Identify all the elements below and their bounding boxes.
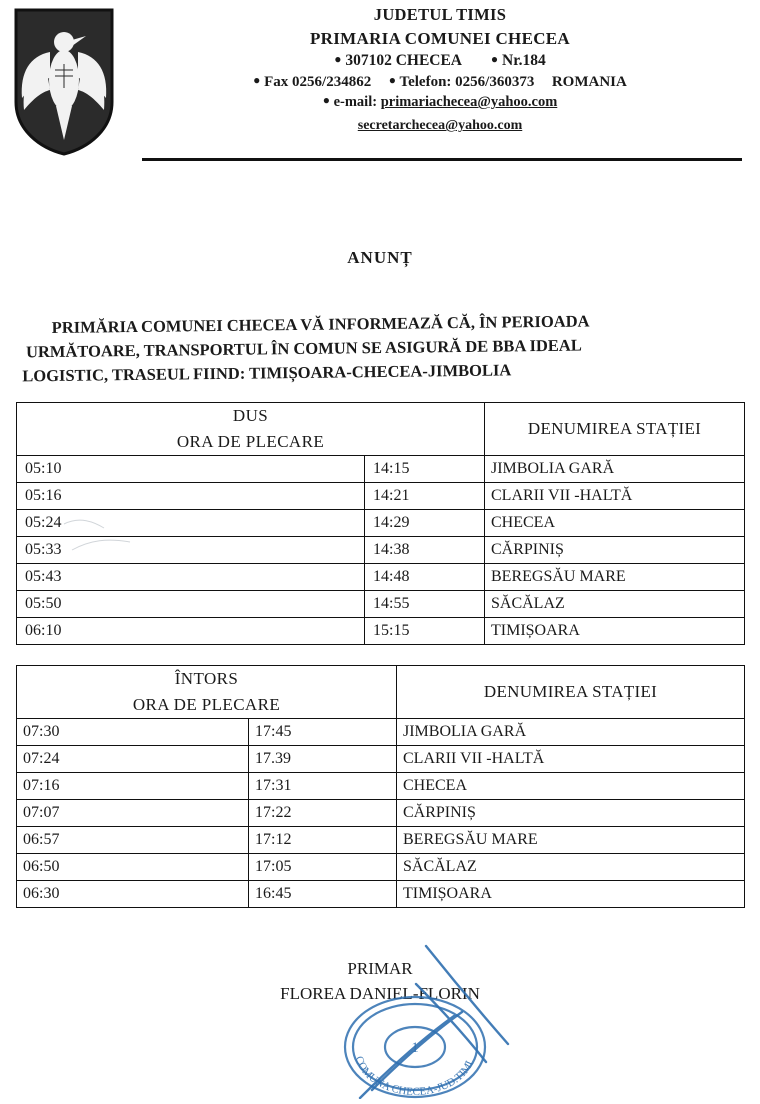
- street-number: Nr.184: [502, 52, 546, 70]
- time-early: 07:07: [17, 799, 249, 826]
- station-name: CHECEA: [397, 772, 745, 799]
- country-label: ROMANIA: [551, 73, 627, 90]
- station-name: BEREGSĂU MARE: [485, 563, 745, 590]
- table-row: [17, 745, 745, 772]
- town-hall-line: PRIMARIA COMUNEI CHECEA: [309, 28, 570, 48]
- station-name: SĂCĂLAZ: [397, 853, 745, 880]
- time-late: 16:45: [249, 880, 397, 907]
- signature-name: FLOREA DANIEL-FLORIN: [280, 984, 480, 1004]
- time-late: 14:48: [365, 563, 485, 590]
- phone-number: Telefon: 0256/360373: [399, 73, 535, 90]
- time-early: 07:24: [17, 745, 249, 772]
- time-early: 05:24: [17, 509, 365, 536]
- email-label: e-mail:: [333, 94, 378, 111]
- email-line: [140, 92, 740, 112]
- station-name: JIMBOLIA GARĂ: [397, 718, 745, 745]
- scan-smudge: [60, 512, 150, 562]
- intro-line-3: LOGISTIC, TRASEUL FIIND: TIMIȘOARA-CHECEA-JIMBOLIA: [22, 360, 512, 386]
- email-primaria[interactable]: primariachecea@yahoo.com: [380, 94, 558, 111]
- time-late: 17.39: [249, 745, 397, 772]
- intro-line-1: PRIMĂRIA COMUNEI CHECEA VĂ INFORMEAZĂ CĂ, ÎN PERIOADA: [51, 311, 590, 338]
- station-name: TIMIȘOARA: [397, 880, 745, 907]
- time-late: 17:45: [249, 718, 397, 745]
- station-header-dus: DENUMIREA STAȚIEI: [485, 402, 745, 455]
- time-late: 14:29: [365, 509, 485, 536]
- fax-number: Fax 0256/234862: [264, 73, 372, 90]
- table-row: [17, 455, 745, 482]
- email-secondary-line: [140, 116, 740, 135]
- table-row: [17, 617, 745, 644]
- table-row: [17, 880, 745, 907]
- station-header-intors: DENUMIREA STAȚIEI: [397, 665, 745, 718]
- station-name: JIMBOLIA GARĂ: [485, 455, 745, 482]
- table-row: [17, 826, 745, 853]
- direction-header-dus: DUS: [17, 402, 485, 429]
- time-early: 06:57: [17, 826, 249, 853]
- time-late: 17:05: [249, 853, 397, 880]
- departure-header-intors: ORA DE PLECARE: [17, 692, 397, 719]
- table-row: [17, 482, 745, 509]
- schedule-table-intors: [16, 665, 745, 908]
- table-header-row: [17, 402, 745, 429]
- svg-text:COMUNA CHECEA-JUD.TIMI: COMUNA CHECEA-JUD.TIMI: [352, 1054, 476, 1099]
- time-early: 05:50: [17, 590, 365, 617]
- time-early: 07:30: [17, 718, 249, 745]
- page-title: ANUNȚ: [347, 248, 413, 267]
- station-name: CLARII VII -HALTĂ: [397, 745, 745, 772]
- postal-code-town: 307102 CHECEA: [345, 52, 462, 70]
- time-late: 14:38: [365, 536, 485, 563]
- table-row: [17, 853, 745, 880]
- time-early: 05:10: [17, 455, 365, 482]
- station-name: BEREGSĂU MARE: [397, 826, 745, 853]
- time-late: 15:15: [365, 617, 485, 644]
- time-early: 05:16: [17, 482, 365, 509]
- station-name: TIMIȘOARA: [485, 617, 745, 644]
- time-late: 14:15: [365, 455, 485, 482]
- bullet-icon: ●: [388, 72, 396, 87]
- document-header: [0, 0, 760, 170]
- official-stamp: [341, 995, 489, 1099]
- coat-of-arms-icon: [10, 6, 118, 158]
- address-line: [140, 50, 740, 71]
- table-header-row: [17, 665, 745, 692]
- station-name: SĂCĂLAZ: [485, 590, 745, 617]
- time-early: 05:33: [17, 536, 365, 563]
- schedule-return-wrap: [16, 665, 744, 908]
- time-late: 17:22: [249, 799, 397, 826]
- time-early: 06:10: [17, 617, 365, 644]
- time-late: 14:21: [365, 482, 485, 509]
- institution-header: [140, 4, 740, 136]
- contact-line: [140, 72, 740, 93]
- table-row: [17, 590, 745, 617]
- email-secretar[interactable]: secretarchecea@yahoo.com: [357, 118, 523, 134]
- time-late: 17:12: [249, 826, 397, 853]
- time-early: 07:16: [17, 772, 249, 799]
- signature-block: [0, 956, 760, 1007]
- bullet-icon: ●: [253, 72, 261, 87]
- intro-line-2: URMĂTOARE, TRANSPORTUL ÎN COMUN SE ASIGURĂ DE BBA IDEAL: [25, 335, 582, 362]
- direction-header-intors: ÎNTORS: [17, 665, 397, 692]
- table-row: [17, 563, 745, 590]
- time-early: 06:30: [17, 880, 249, 907]
- station-name: CĂRPINIȘ: [397, 799, 745, 826]
- table-row: [17, 772, 745, 799]
- station-name: CLARII VII -HALTĂ: [485, 482, 745, 509]
- svg-text:1: 1: [411, 1040, 419, 1056]
- time-late: 17:31: [249, 772, 397, 799]
- time-early: 05:43: [17, 563, 365, 590]
- time-early: 06:50: [17, 853, 249, 880]
- table-row: [17, 718, 745, 745]
- county-line: JUDETUL TIMIS: [373, 5, 507, 24]
- signature-role: PRIMAR: [347, 958, 413, 978]
- station-name: CĂRPINIȘ: [485, 536, 745, 563]
- bullet-icon: ●: [322, 93, 330, 108]
- time-late: 14:55: [365, 590, 485, 617]
- bullet-icon: ●: [490, 52, 499, 67]
- intro-paragraph: [22, 308, 735, 388]
- header-divider: [142, 158, 742, 161]
- departure-header-dus: ORA DE PLECARE: [17, 429, 485, 456]
- table-row: [17, 799, 745, 826]
- station-name: CHECEA: [485, 509, 745, 536]
- bullet-icon: ●: [334, 52, 342, 67]
